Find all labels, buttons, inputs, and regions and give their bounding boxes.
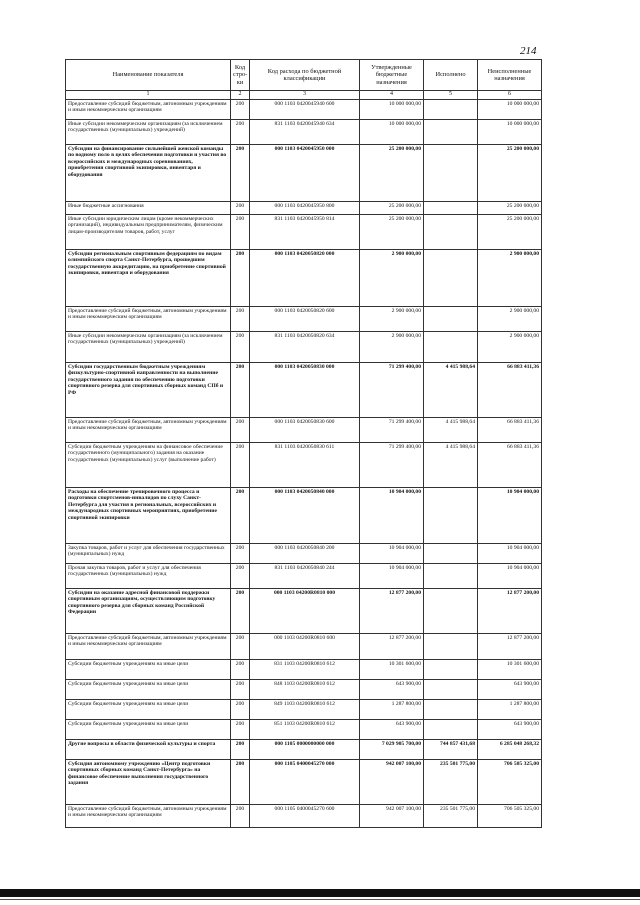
row-unexecuted: 1 287 800,00 xyxy=(478,700,542,720)
row-line-code: 200 xyxy=(231,307,250,332)
table-row xyxy=(66,544,542,564)
row-line-code: 200 xyxy=(231,145,250,202)
row-unexecuted: 10 000 000,00 xyxy=(478,120,542,145)
row-approved: 10 904 000,00 xyxy=(360,564,424,589)
row-executed xyxy=(424,215,478,250)
row-unexecuted: 10 904 000,00 xyxy=(478,564,542,589)
row-budget-code: 831 1103 0420050840 244 xyxy=(250,564,360,589)
table-row xyxy=(66,443,542,488)
row-line-code: 200 xyxy=(231,564,250,589)
row-line-code: 200 xyxy=(231,202,250,215)
row-unexecuted: 643 900,00 xyxy=(478,680,542,700)
row-unexecuted: 66 883 411,36 xyxy=(478,443,542,488)
row-budget-code: 000 1105 0400045270 600 xyxy=(250,805,360,828)
row-budget-code: 848 1103 04200R0810 612 xyxy=(250,680,360,700)
header-name: Наименование показателя xyxy=(66,60,231,91)
table-row xyxy=(66,660,542,680)
row-name: Субсидии бюджетным учреждениям на финансовое обеспечение государственного (муниципального) задания на оказание государственных (муниципальных) услуг (выполнение работ) xyxy=(66,443,231,488)
row-budget-code: 831 1103 0420045940 634 xyxy=(250,120,360,145)
row-name: Прочая закупка товаров, работ и услуг для обеспечения государственных (муниципальных) нужд xyxy=(66,564,231,589)
row-budget-code: 000 1103 0420050840 000 xyxy=(250,488,360,544)
row-approved: 10 000 000,00 xyxy=(360,120,424,145)
row-unexecuted: 12 877 200,00 xyxy=(478,589,542,634)
row-line-code: 200 xyxy=(231,120,250,145)
row-line-code: 200 xyxy=(231,544,250,564)
row-name: Субсидии на финансирование сильнейшей женской команды по водному поло в целях обеспечения подготовки и участия во всероссийских и международных соревнованиях, приобретения спортивной экипировки, инвентаря и оборудования xyxy=(66,145,231,202)
row-unexecuted: 2 900 000,00 xyxy=(478,332,542,363)
row-executed: 4 415 988,64 xyxy=(424,443,478,488)
column-number: 2 xyxy=(231,91,250,100)
row-line-code: 200 xyxy=(231,700,250,720)
row-budget-code: 000 1103 0420045950 000 xyxy=(250,145,360,202)
row-unexecuted: 66 883 411,36 xyxy=(478,363,542,418)
row-budget-code: 851 1103 04200R0810 612 xyxy=(250,720,360,740)
row-executed: 4 415 988,64 xyxy=(424,363,478,418)
row-budget-code: 000 1103 0420050830 000 xyxy=(250,363,360,418)
row-unexecuted: 643 900,00 xyxy=(478,720,542,740)
row-name: Предоставление субсидий бюджетным, автономным учреждениям и иным некоммерческим организациям xyxy=(66,418,231,443)
row-approved: 71 299 400,00 xyxy=(360,363,424,418)
row-executed xyxy=(424,589,478,634)
row-name: Субсидии бюджетным учреждениям на иные цели xyxy=(66,700,231,720)
row-name: Закупка товаров, работ и услуг для обеспечения государственных (муниципальных) нужд xyxy=(66,544,231,564)
row-approved: 71 299 400,00 xyxy=(360,418,424,443)
row-line-code: 200 xyxy=(231,418,250,443)
row-budget-code: 831 1103 0420050820 634 xyxy=(250,332,360,363)
row-name: Расходы на обеспечение тренировочного процесса и подготовки спортсменов-инвалидов по слуху Санкт-Петербурга для участия в региональных, всероссийских и международных спортивных мероприятиях, приобретение спортивной экипировки xyxy=(66,488,231,544)
row-budget-code: 831 1103 0420045950 814 xyxy=(250,215,360,250)
column-number: 4 xyxy=(360,91,424,100)
row-name: Субсидии бюджетным учреждениям на иные цели xyxy=(66,680,231,700)
row-line-code: 200 xyxy=(231,488,250,544)
table-row xyxy=(66,363,542,418)
row-approved: 643 900,00 xyxy=(360,720,424,740)
row-approved: 10 000 000,00 xyxy=(360,100,424,120)
row-line-code: 200 xyxy=(231,760,250,805)
row-approved: 25 200 000,00 xyxy=(360,215,424,250)
table-row xyxy=(66,680,542,700)
row-line-code: 200 xyxy=(231,443,250,488)
table-row xyxy=(66,145,542,202)
row-budget-code: 831 1103 04200R0810 612 xyxy=(250,660,360,680)
row-executed xyxy=(424,145,478,202)
row-approved: 643 900,00 xyxy=(360,680,424,700)
row-name: Субсидии на оказание адресной финансовой поддержки спортивным организациям, осуществляющим подготовку спортивного резерва для сборных команд Российской Федерации xyxy=(66,589,231,634)
row-approved: 12 877 200,00 xyxy=(360,589,424,634)
row-name: Предоставление субсидий бюджетным, автономным учреждениям и иным некоммерческим организациям xyxy=(66,100,231,120)
row-line-code: 200 xyxy=(231,660,250,680)
column-number: 1 xyxy=(66,91,231,100)
row-line-code: 200 xyxy=(231,589,250,634)
row-name: Предоставление субсидий бюджетным, автономным учреждениям и иным некоммерческим организациям xyxy=(66,805,231,828)
row-line-code: 200 xyxy=(231,332,250,363)
row-budget-code: 849 1103 04200R0810 612 xyxy=(250,700,360,720)
row-executed xyxy=(424,700,478,720)
row-line-code: 200 xyxy=(231,805,250,828)
row-executed xyxy=(424,120,478,145)
row-unexecuted: 6 285 048 268,32 xyxy=(478,740,542,760)
table-row xyxy=(66,760,542,805)
row-unexecuted: 2 900 000,00 xyxy=(478,250,542,307)
row-approved: 2 900 000,00 xyxy=(360,250,424,307)
row-name: Субсидии государственным бюджетным учреждениям физкультурно-спортивной направленности на выполнение государственного задания по обеспечению подготовки спортивного резерва для спортивных сборных команд СПб и РФ xyxy=(66,363,231,418)
row-line-code: 200 xyxy=(231,740,250,760)
table-row xyxy=(66,564,542,589)
header-budget-code: Код расхода по бюджетной классификации xyxy=(250,60,360,91)
row-name: Субсидии региональным спортивным федерациям по видам олимпийского спорта Санкт-Петербурга, прошедшим государственную аккредитацию, на приобретение спортивной экипировки, инвентаря и оборудования xyxy=(66,250,231,307)
header-line-code: Код стро- ки xyxy=(231,60,250,91)
row-approved: 71 299 400,00 xyxy=(360,443,424,488)
row-budget-code: 000 1103 0420050830 600 xyxy=(250,418,360,443)
row-line-code: 200 xyxy=(231,250,250,307)
row-unexecuted: 10 904 000,00 xyxy=(478,488,542,544)
row-line-code: 200 xyxy=(231,100,250,120)
row-unexecuted: 10 301 600,00 xyxy=(478,660,542,680)
row-approved: 25 200 000,00 xyxy=(360,202,424,215)
row-line-code: 200 xyxy=(231,215,250,250)
row-executed xyxy=(424,660,478,680)
row-name: Предоставление субсидий бюджетным, автономным учреждениям и иным некоммерческим организациям xyxy=(66,307,231,332)
table-row xyxy=(66,720,542,740)
table-row xyxy=(66,215,542,250)
row-unexecuted: 66 883 411,36 xyxy=(478,418,542,443)
table-header-row xyxy=(66,60,542,91)
row-budget-code: 000 1103 0420050820 000 xyxy=(250,250,360,307)
table-row xyxy=(66,120,542,145)
row-executed xyxy=(424,332,478,363)
row-unexecuted: 25 200 000,00 xyxy=(478,202,542,215)
row-executed xyxy=(424,564,478,589)
table-row xyxy=(66,634,542,660)
table-row xyxy=(66,488,542,544)
column-number: 5 xyxy=(424,91,478,100)
row-unexecuted: 25 200 000,00 xyxy=(478,215,542,250)
table-row xyxy=(66,740,542,760)
header-executed: Исполнено xyxy=(424,60,478,91)
row-approved: 10 904 000,00 xyxy=(360,544,424,564)
scan-edge-bar xyxy=(0,889,640,897)
row-approved: 942 007 100,00 xyxy=(360,805,424,828)
row-executed xyxy=(424,202,478,215)
row-budget-code: 831 1103 0420050830 611 xyxy=(250,443,360,488)
row-executed xyxy=(424,680,478,700)
row-unexecuted: 12 877 200,00 xyxy=(478,634,542,660)
row-unexecuted: 706 505 325,00 xyxy=(478,760,542,805)
row-name: Другие вопросы в области физической культуры и спорта xyxy=(66,740,231,760)
column-number-row xyxy=(66,91,542,100)
row-executed: 4 415 988,64 xyxy=(424,418,478,443)
row-budget-code: 000 1103 04200R0810 600 xyxy=(250,634,360,660)
row-name: Субсидии бюджетным учреждениям на иные цели xyxy=(66,660,231,680)
header-unexecuted: Неисполненные назначения xyxy=(478,60,542,91)
row-unexecuted: 2 900 000,00 xyxy=(478,307,542,332)
row-executed xyxy=(424,720,478,740)
row-approved: 12 877 200,00 xyxy=(360,634,424,660)
row-budget-code: 000 1103 04200R0810 000 xyxy=(250,589,360,634)
row-line-code: 200 xyxy=(231,680,250,700)
row-budget-code: 000 1105 0000000000 000 xyxy=(250,740,360,760)
row-executed xyxy=(424,634,478,660)
row-name: Иные субсидии юридическим лицам (кроме некоммерческих организаций), индивидуальным предпринимателям, физическим лицам-производителям товаров, работ, услуг xyxy=(66,215,231,250)
column-number: 6 xyxy=(478,91,542,100)
table-row xyxy=(66,250,542,307)
row-budget-code: 000 1103 0420050820 600 xyxy=(250,307,360,332)
table-row xyxy=(66,805,542,828)
table-row xyxy=(66,100,542,120)
row-unexecuted: 706 505 325,00 xyxy=(478,805,542,828)
row-approved: 10 301 600,00 xyxy=(360,660,424,680)
row-budget-code: 000 1103 0420050840 200 xyxy=(250,544,360,564)
row-name: Субсидии бюджетным учреждениям на иные цели xyxy=(66,720,231,740)
row-executed xyxy=(424,488,478,544)
row-executed xyxy=(424,307,478,332)
row-name: Предоставление субсидий бюджетным, автономным учреждениям и иным некоммерческим организациям xyxy=(66,634,231,660)
header-approved: Утвержденные бюджетные назначения xyxy=(360,60,424,91)
row-budget-code: 000 1103 0420045940 600 xyxy=(250,100,360,120)
row-executed: 235 501 775,00 xyxy=(424,805,478,828)
row-name: Иные бюджетные ассигнования xyxy=(66,202,231,215)
row-executed xyxy=(424,250,478,307)
row-approved: 7 029 905 700,00 xyxy=(360,740,424,760)
row-line-code: 200 xyxy=(231,634,250,660)
row-approved: 10 904 000,00 xyxy=(360,488,424,544)
row-approved: 2 900 000,00 xyxy=(360,307,424,332)
table-row xyxy=(66,700,542,720)
row-unexecuted: 10 000 000,00 xyxy=(478,100,542,120)
table-row xyxy=(66,418,542,443)
table-row xyxy=(66,307,542,332)
row-budget-code: 000 1105 0400045270 000 xyxy=(250,760,360,805)
row-executed: 744 857 431,68 xyxy=(424,740,478,760)
row-name: Иные субсидии некоммерческим организациям (за исключением государственных (муниципальных) учреждений) xyxy=(66,332,231,363)
row-executed xyxy=(424,544,478,564)
column-number: 3 xyxy=(250,91,360,100)
row-unexecuted: 25 200 000,00 xyxy=(478,145,542,202)
row-executed xyxy=(424,100,478,120)
page-number: 214 xyxy=(520,45,537,57)
scan-edge-line xyxy=(0,899,640,900)
row-name: Субсидия автономному учреждению «Центр подготовки спортивных сборных команд Санкт-Петербурга» на финансовое обеспечение выполнения государственного задания xyxy=(66,760,231,805)
row-name: Иные субсидии некоммерческим организациям (за исключением государственных (муниципальных) учреждений) xyxy=(66,120,231,145)
row-budget-code: 000 1103 0420045950 800 xyxy=(250,202,360,215)
row-approved: 2 900 000,00 xyxy=(360,332,424,363)
row-line-code: 200 xyxy=(231,363,250,418)
row-line-code: 200 xyxy=(231,720,250,740)
budget-table xyxy=(65,59,542,828)
row-approved: 942 007 100,00 xyxy=(360,760,424,805)
row-unexecuted: 10 904 000,00 xyxy=(478,544,542,564)
table-row xyxy=(66,202,542,215)
row-approved: 25 200 000,00 xyxy=(360,145,424,202)
row-executed: 235 501 775,00 xyxy=(424,760,478,805)
table-row xyxy=(66,589,542,634)
row-approved: 1 287 800,00 xyxy=(360,700,424,720)
table-row xyxy=(66,332,542,363)
